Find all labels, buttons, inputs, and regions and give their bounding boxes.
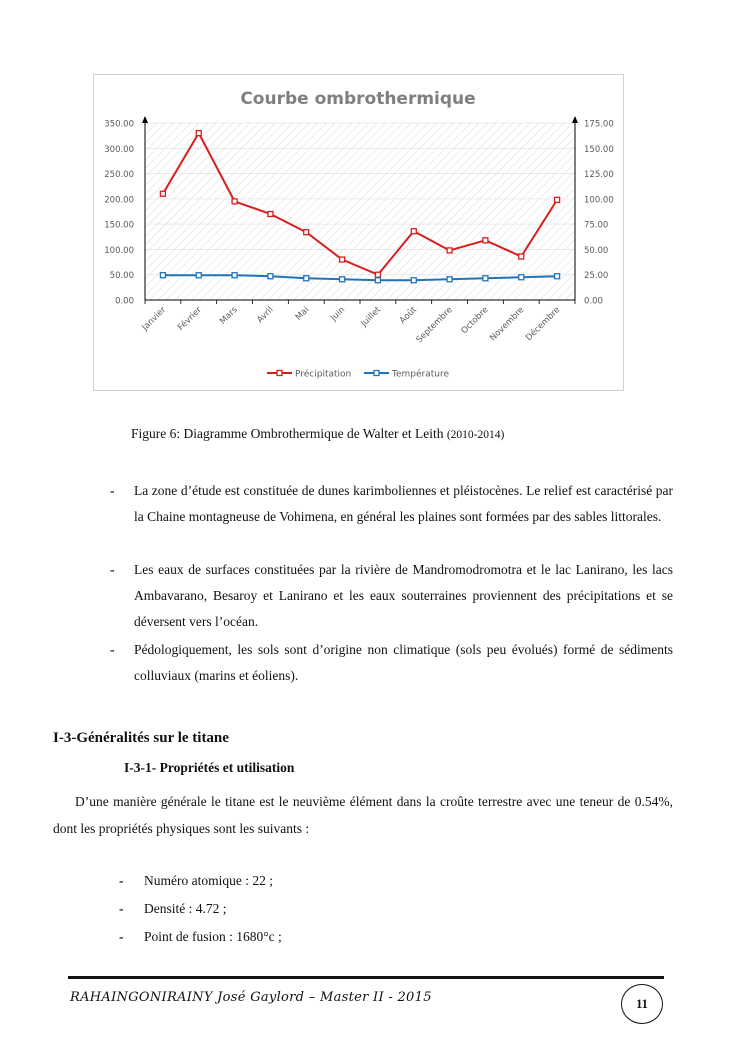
data-point [447,248,452,253]
bullet-dash: - [119,901,124,916]
bullet-dash: - [110,642,115,657]
y-right-tick-label: 100.00 [584,195,614,206]
data-point [232,199,237,204]
data-point [160,273,165,278]
x-tick-label: Janvier [140,305,169,333]
data-point [375,272,380,277]
y-right-tick-label: 175.00 [584,119,614,130]
property-item [119,929,282,945]
y-left-tick-label: 0.00 [115,296,134,307]
bullet-item-eaux [110,557,673,635]
data-point [519,275,524,280]
y-left-tick-label: 50.00 [109,271,134,282]
bullet-item-pedologie [110,637,673,689]
bullet-text: Pédologiquement, les sols sont d’origine non climatique (sols peu évolués) formé de sédiments colluviaux (marins et éoliens). [134,642,673,683]
data-point [340,257,345,262]
x-tick-label: Février [176,305,204,333]
x-tick-label: Décembre [524,305,563,344]
y-left-tick-label: 300.00 [104,144,134,155]
data-point [268,212,273,217]
data-point [411,229,416,234]
legend-swatch-marker [277,371,282,376]
y-left-tick-label: 250.00 [104,170,134,181]
data-point [447,277,452,282]
x-tick-label: Juin [329,305,348,324]
x-tick-label: Octobre [459,305,491,337]
y-right-tick-label: 0.00 [584,296,603,307]
x-tick-label: Mars [218,305,240,327]
footer-rule [68,976,664,979]
y-right-tick-label: 75.00 [584,220,609,231]
chart-legend [267,369,449,380]
data-point [519,254,524,259]
data-point [268,274,273,279]
legend-label: Précipitation [295,369,352,380]
data-point [196,273,201,278]
property-item [119,901,227,917]
data-point [340,277,345,282]
legend-label: Température [392,369,450,380]
figure-caption-main: Figure 6: Diagramme Ombrothermique de Walter et Leith [131,426,447,441]
bullet-text: La zone d’étude est constituée de dunes karimboliennes et pléistocènes. Le relief est caractérisé par la Chaine montagneuse de Vohimena, en général les plaines sont formées par des sables littorales. [134,483,673,524]
y-left-axis-arrow [142,116,148,123]
y-right-tick-label: 50.00 [584,245,609,256]
legend-swatch-marker [374,371,379,376]
figure-caption [131,426,504,442]
data-point [375,278,380,283]
property-item [119,873,273,889]
page-number [621,984,663,1024]
footer-author: RAHAINGONIRAINY José Gaylord – Master II - 2015 [70,990,432,1005]
ombrothermic-chart [93,74,624,391]
y-right-axis-arrow [572,116,578,123]
y-right-tick-label: 125.00 [584,170,614,181]
data-point [555,274,560,279]
x-tick-label: Avril [255,305,276,326]
bullet-text: Les eaux de surfaces constituées par la rivière de Mandromodromotra et le lac Lanirano, les lacs Ambavarano, Besaroy et Lanirano et les eaux souterraines proviennent des précipitations et se déversent vers l’océan. [134,562,673,629]
bullet-item-relief [110,478,673,530]
property-text: Numéro atomique : 22 ; [144,873,273,888]
property-text: Densité : 4.72 ; [144,901,227,916]
section-heading: I-3-Généralités sur le titane [53,730,229,746]
y-right-tick-label: 150.00 [584,144,614,155]
y-left-tick-label: 150.00 [104,220,134,231]
chart-svg [94,75,623,390]
data-point [196,131,201,136]
paragraph-text: D’une manière générale le titane est le neuvième élément dans la croûte terrestre avec une teneur de 0.54%, dont les propriétés physiques sont les suivants : [53,794,673,836]
data-point [483,276,488,281]
y-left-tick-label: 200.00 [104,195,134,206]
body-paragraph [53,788,673,842]
x-tick-label: Mai [293,305,312,323]
bullet-dash: - [119,929,124,944]
page-number-text: 11 [636,996,648,1011]
bullet-dash: - [119,873,124,888]
property-text: Point de fusion : 1680°c ; [144,929,282,944]
chart-title: Courbe ombrothermique [240,89,476,109]
data-point [160,191,165,196]
x-tick-label: Juillet [359,305,384,329]
data-point [483,238,488,243]
bullet-dash: - [110,562,115,577]
x-tick-label: Novembre [488,305,527,344]
y-left-tick-label: 350.00 [104,119,134,130]
x-tick-label: Août [397,305,419,326]
data-point [304,230,309,235]
y-left-tick-label: 100.00 [104,245,134,256]
data-point [555,197,560,202]
bullet-dash: - [110,483,115,498]
subsection-heading: I-3-1- Propriétés et utilisation [124,760,295,775]
data-point [411,278,416,283]
figure-caption-years: (2010-2014) [446,429,505,441]
plot-area [145,123,575,300]
y-right-tick-label: 25.00 [584,271,609,282]
x-tick-label: Septembre [414,305,455,346]
data-point [232,273,237,278]
data-point [304,276,309,281]
